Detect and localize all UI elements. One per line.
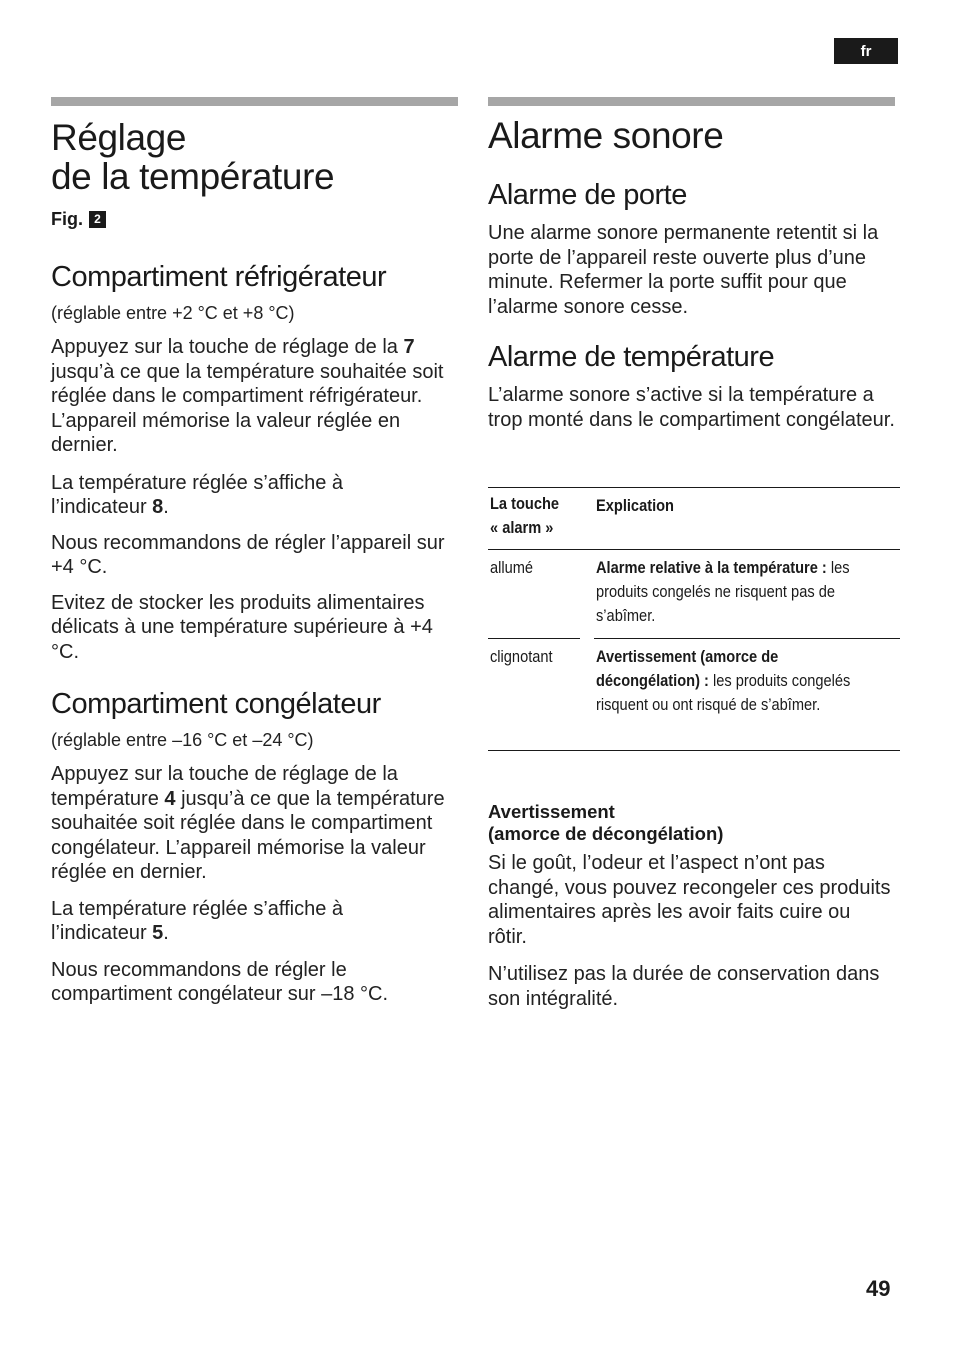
table-row-1-rule-right [594,638,900,639]
table-row-2-explanation: Avertissement (amorce de décongélation) : les produits congelés risquent ou ont risqué de s’abîmer. [596,647,851,714]
sound-alarm-column [488,106,900,432]
freezer-heading: Compartiment congélateur [51,688,381,720]
warning-title: Avertissement (amorce de décongélation) [488,801,724,844]
temperature-alarm-text: L’alarme sonore s’active si la température a trop monté dans le compartiment congélateur. [488,384,895,431]
fridge-paragraph-3: Nous recommandons de régler l’appareil sur +4 °C. [51,531,445,578]
figure-reference [51,209,461,230]
warning-paragraph-2: N’utilisez pas la durée de conservation dans son intégralité. [488,963,880,1010]
page-title-alarm: Alarme sonore [488,115,724,156]
page-number: 49 [866,1276,891,1301]
fridge-paragraph-2: La température réglée s’affiche à l’indicateur 8. [51,471,344,518]
freezer-paragraph-3: Nous recommandons de régler le compartiment congélateur sur –18 °C. [51,958,389,1005]
freezer-paragraph-1: Appuyez sur la touche de réglage de la température 4 jusqu’à ce que la température souhaitée soit réglée dans le compartiment congélateur. L’appareil mémorise la valeur réglée en dernier. [51,763,445,883]
table-row-2-state: clignotant [490,647,553,666]
fridge-paragraph-1: Appuyez sur la touche de réglage de la 7 jusqu’à ce que la température souhaitée soit réglée dans le compartiment réfrigérateur. L’appareil mémorise la valeur réglée en dernier. [51,336,444,456]
fridge-heading: Compartiment réfrigérateur [51,261,387,293]
table-row-1-explanation: Alarme relative à la température : les produits congelés ne risquent pas de s’abîmer. [596,558,850,625]
fridge-range: (réglable entre +2 °C et +8 °C) [51,303,295,323]
temperature-settings-column [51,106,461,1007]
door-alarm-text: Une alarme sonore permanente retentit si la porte de l’appareil reste ouverte plus d’une minute. Refermer la porte suffit pour que l’alarme sonore cesse. [488,222,879,318]
door-alarm-heading: Alarme de porte [488,179,687,211]
table-bottom-rule [488,750,900,751]
temperature-alarm-heading: Alarme de température [488,341,775,373]
fridge-paragraph-4: Evitez de stocker les produits alimentaires délicats à une température supérieure à +4 °C. [51,591,433,663]
freezer-range: (réglable entre –16 °C et –24 °C) [51,730,314,750]
fig-label: Fig. [51,209,83,229]
warning-paragraph-1: Si le goût, l’odeur et l’aspect n’ont pas changé, vous pouvez recongeler ces produits alimentaires après les avoir faits cuire ou rôtir. [488,852,891,948]
title-line-1: Réglage [51,117,187,158]
freezer-paragraph-2: La température réglée s’affiche à l’indicateur 5. [51,897,344,944]
table-header-explanation: Explication [596,496,674,515]
table-top-rule [488,487,900,488]
section-rule-left [51,97,458,106]
language-badge: fr [834,38,898,64]
table-row-1-state: allumé [490,558,534,577]
table-header-key: La touche « alarm » [490,494,560,537]
page-title-temperature [51,118,461,196]
warning-section [488,801,900,1011]
table-row-1-rule-left [488,638,580,639]
fig-number-box: 2 [89,211,106,228]
table-header-rule [488,549,900,550]
section-rule-right [488,97,895,106]
title-line-2: de la température [51,156,335,197]
